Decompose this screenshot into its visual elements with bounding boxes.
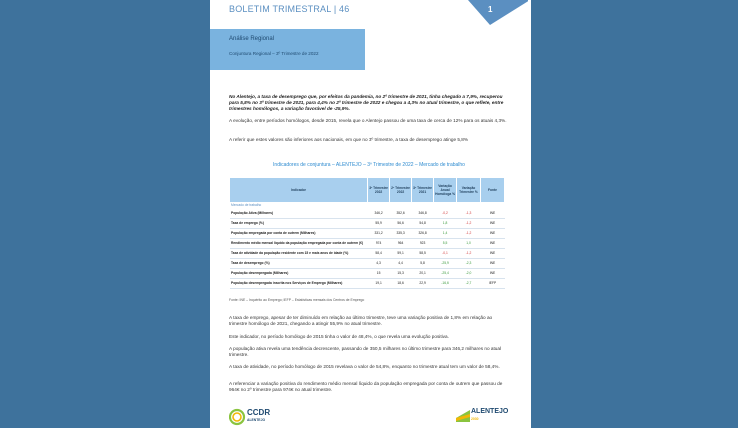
value-cell: 15 bbox=[368, 269, 390, 279]
value-cell: 56,6 bbox=[390, 219, 412, 229]
table-row bbox=[230, 219, 505, 229]
column-header: 3º Trimestre 2022 bbox=[368, 178, 390, 202]
value-cell: 1,8 bbox=[434, 219, 457, 229]
body-paragraph: A referir que estes valores são inferiores aos nacionais, em que no 3º trimestre, a taxa de desemprego atinge 5,8% bbox=[229, 137, 469, 142]
value-cell: -1,2 bbox=[457, 249, 481, 259]
value-cell: -1,2 bbox=[457, 229, 481, 239]
column-header: Variação Trimestre % bbox=[457, 178, 481, 202]
value-cell: -2,0 bbox=[457, 269, 481, 279]
table-row bbox=[230, 269, 505, 279]
value-cell: 54,8 bbox=[412, 219, 434, 229]
value-cell: IEFP bbox=[481, 279, 505, 289]
indicator-cell: Taxa de desemprego (%) bbox=[230, 259, 368, 269]
bulletin-title: BOLETIM TRIMESTRAL | 46 bbox=[229, 4, 350, 14]
indicator-cell: População Ativa (Milhares) bbox=[230, 209, 368, 219]
value-cell: -16,6 bbox=[434, 279, 457, 289]
value-cell: INE bbox=[481, 239, 505, 249]
value-cell: 1,4 bbox=[434, 229, 457, 239]
body-paragraph: A taxa de emprego, apesar de ter diminuído em relação ao último trimestre, teve uma variação positiva de 1,8% em relação ao trimestre homólogo de 2021, chegando a atingir 55,9% no atual trimestre. bbox=[229, 315, 493, 326]
value-cell: 923 bbox=[412, 239, 434, 249]
column-header: Fonte bbox=[481, 178, 505, 202]
value-cell: 58,5 bbox=[412, 249, 434, 259]
group-label: Mercado de trabalho bbox=[231, 202, 262, 207]
value-cell: 346,2 bbox=[368, 209, 390, 219]
value-cell: INE bbox=[481, 219, 505, 229]
value-cell: 5,8 bbox=[412, 259, 434, 269]
value-cell: 974 bbox=[368, 239, 390, 249]
page-number: 1 bbox=[488, 5, 493, 14]
value-cell: 326,8 bbox=[412, 229, 434, 239]
value-cell: -2,7 bbox=[457, 279, 481, 289]
table-title: Indicadores de conjuntura – ALENTEJO – 3º Trimestre de 2022 – Mercado de trabalho bbox=[273, 162, 465, 168]
value-cell: 5,5 bbox=[434, 239, 457, 249]
value-cell: 15,3 bbox=[390, 269, 412, 279]
value-cell: -2,3 bbox=[457, 259, 481, 269]
body-paragraph: A taxa de atividade, no período homólogo de 2015 revelava o valor de 54,8%, enquanto no trimestre atual tem um valor de 58,4%. bbox=[229, 364, 500, 369]
value-cell: INE bbox=[481, 229, 505, 239]
value-cell: 18,6 bbox=[390, 279, 412, 289]
section-title: Análise Regional bbox=[229, 36, 275, 42]
value-cell: 59,1 bbox=[390, 249, 412, 259]
alentejo-logo-subtext: 2030 bbox=[471, 417, 479, 421]
table-row bbox=[230, 229, 505, 239]
table-row bbox=[230, 279, 505, 289]
table-row bbox=[230, 209, 505, 219]
value-cell: 22,9 bbox=[412, 279, 434, 289]
column-header: Variação Anual Homóloga % bbox=[434, 178, 457, 202]
table-row bbox=[230, 239, 505, 249]
value-cell: 4,3 bbox=[368, 259, 390, 269]
ccdr-logo-subtext: ALENTEJO bbox=[247, 418, 266, 422]
table-header-row bbox=[230, 178, 505, 202]
value-cell: INE bbox=[481, 269, 505, 279]
value-cell: 346,8 bbox=[412, 209, 434, 219]
value-cell: -25,9 bbox=[434, 259, 457, 269]
section-subtitle: Conjuntura Regional – 3º Trimestre de 2022 bbox=[229, 51, 319, 56]
body-paragraph: A população ativa revela uma tendência decrescente, passando de 350,5 milhares no último trimestre para 346,2 milhares no atual trimestre. bbox=[229, 346, 502, 357]
table-row bbox=[230, 249, 505, 259]
value-cell: 352,6 bbox=[390, 209, 412, 219]
value-cell: 55,9 bbox=[368, 219, 390, 229]
table-source: Fonte: INE – Inquérito ao Emprego; IEFP – Estatísticas mensais dos Centros de Emprego bbox=[229, 298, 365, 302]
indicator-cell: Rendimento médio mensal líquido da população empregada por conta de outrem (€) bbox=[230, 239, 368, 249]
table-row bbox=[230, 259, 505, 269]
indicator-cell: População desempregada (Milhares) bbox=[230, 269, 368, 279]
value-cell: INE bbox=[481, 209, 505, 219]
value-cell: 20,1 bbox=[412, 269, 434, 279]
indicator-cell: Taxa de emprego (%) bbox=[230, 219, 368, 229]
value-cell: 4,4 bbox=[390, 259, 412, 269]
value-cell: -0,1 bbox=[434, 249, 457, 259]
value-cell: 331,2 bbox=[368, 229, 390, 239]
value-cell: 335,3 bbox=[390, 229, 412, 239]
indicator-cell: Taxa de atividade da população residente com 15 e mais anos de idade (%) bbox=[230, 249, 368, 259]
value-cell: 1,0 bbox=[457, 239, 481, 249]
page-number-badge bbox=[468, 0, 528, 25]
value-cell: -1,3 bbox=[457, 209, 481, 219]
value-cell: 19,1 bbox=[368, 279, 390, 289]
indicators-table bbox=[230, 178, 505, 289]
value-cell: -0,2 bbox=[434, 209, 457, 219]
table-group-row bbox=[230, 202, 505, 209]
alentejo-logo-text: ALENTEJO bbox=[471, 408, 509, 415]
ccdr-logo-text: CCDR bbox=[247, 408, 271, 417]
indicator-cell: População desempregada inscrita nos Serviços de Emprego (Milhares) bbox=[230, 279, 368, 289]
value-cell: -25,4 bbox=[434, 269, 457, 279]
indicator-cell: População empregada por conta de outrem (Milhares) bbox=[230, 229, 368, 239]
body-paragraph: A referenciar a variação positiva do rendimento médio mensal líquido da população empregada por conta de outrem que passou de 964€ no 2º trimestre para 974€ no atual trimestre. bbox=[229, 381, 503, 392]
intro-paragraph: No Alentejo, a taxa de desemprego que, por efeitos da pandemia, no 2º trimestre de 2021, tinha chegado a 7,9%, recuperou para 5,8% no 3º trimestre de 2021, para 4,4% no 2º trimestre de 2022 e chegou a 4,3% no atual trimestre, o que reflete, entre trimestres homólogos, a variação favorável de -25,9%. bbox=[229, 94, 504, 111]
body-paragraph: Este indicador, no período homólogo de 2015 tinha o valor de 48,4%, o que revela uma evolução positiva. bbox=[229, 334, 449, 339]
column-header: 2º Trimestre 2022 bbox=[390, 178, 412, 202]
value-cell: -1,2 bbox=[457, 219, 481, 229]
body-paragraph: A evolução, entre períodos homólogos, desde 2015, revela que o Alentejo passou de uma taxa de cerca de 12% para os atuais 4,3%. bbox=[229, 118, 507, 123]
column-header: 3º Trimestre 2021 bbox=[412, 178, 434, 202]
value-cell: 964 bbox=[390, 239, 412, 249]
value-cell: 58,4 bbox=[368, 249, 390, 259]
value-cell: INE bbox=[481, 249, 505, 259]
document-page bbox=[210, 0, 531, 428]
column-header: Indicador bbox=[230, 178, 368, 202]
value-cell: INE bbox=[481, 259, 505, 269]
